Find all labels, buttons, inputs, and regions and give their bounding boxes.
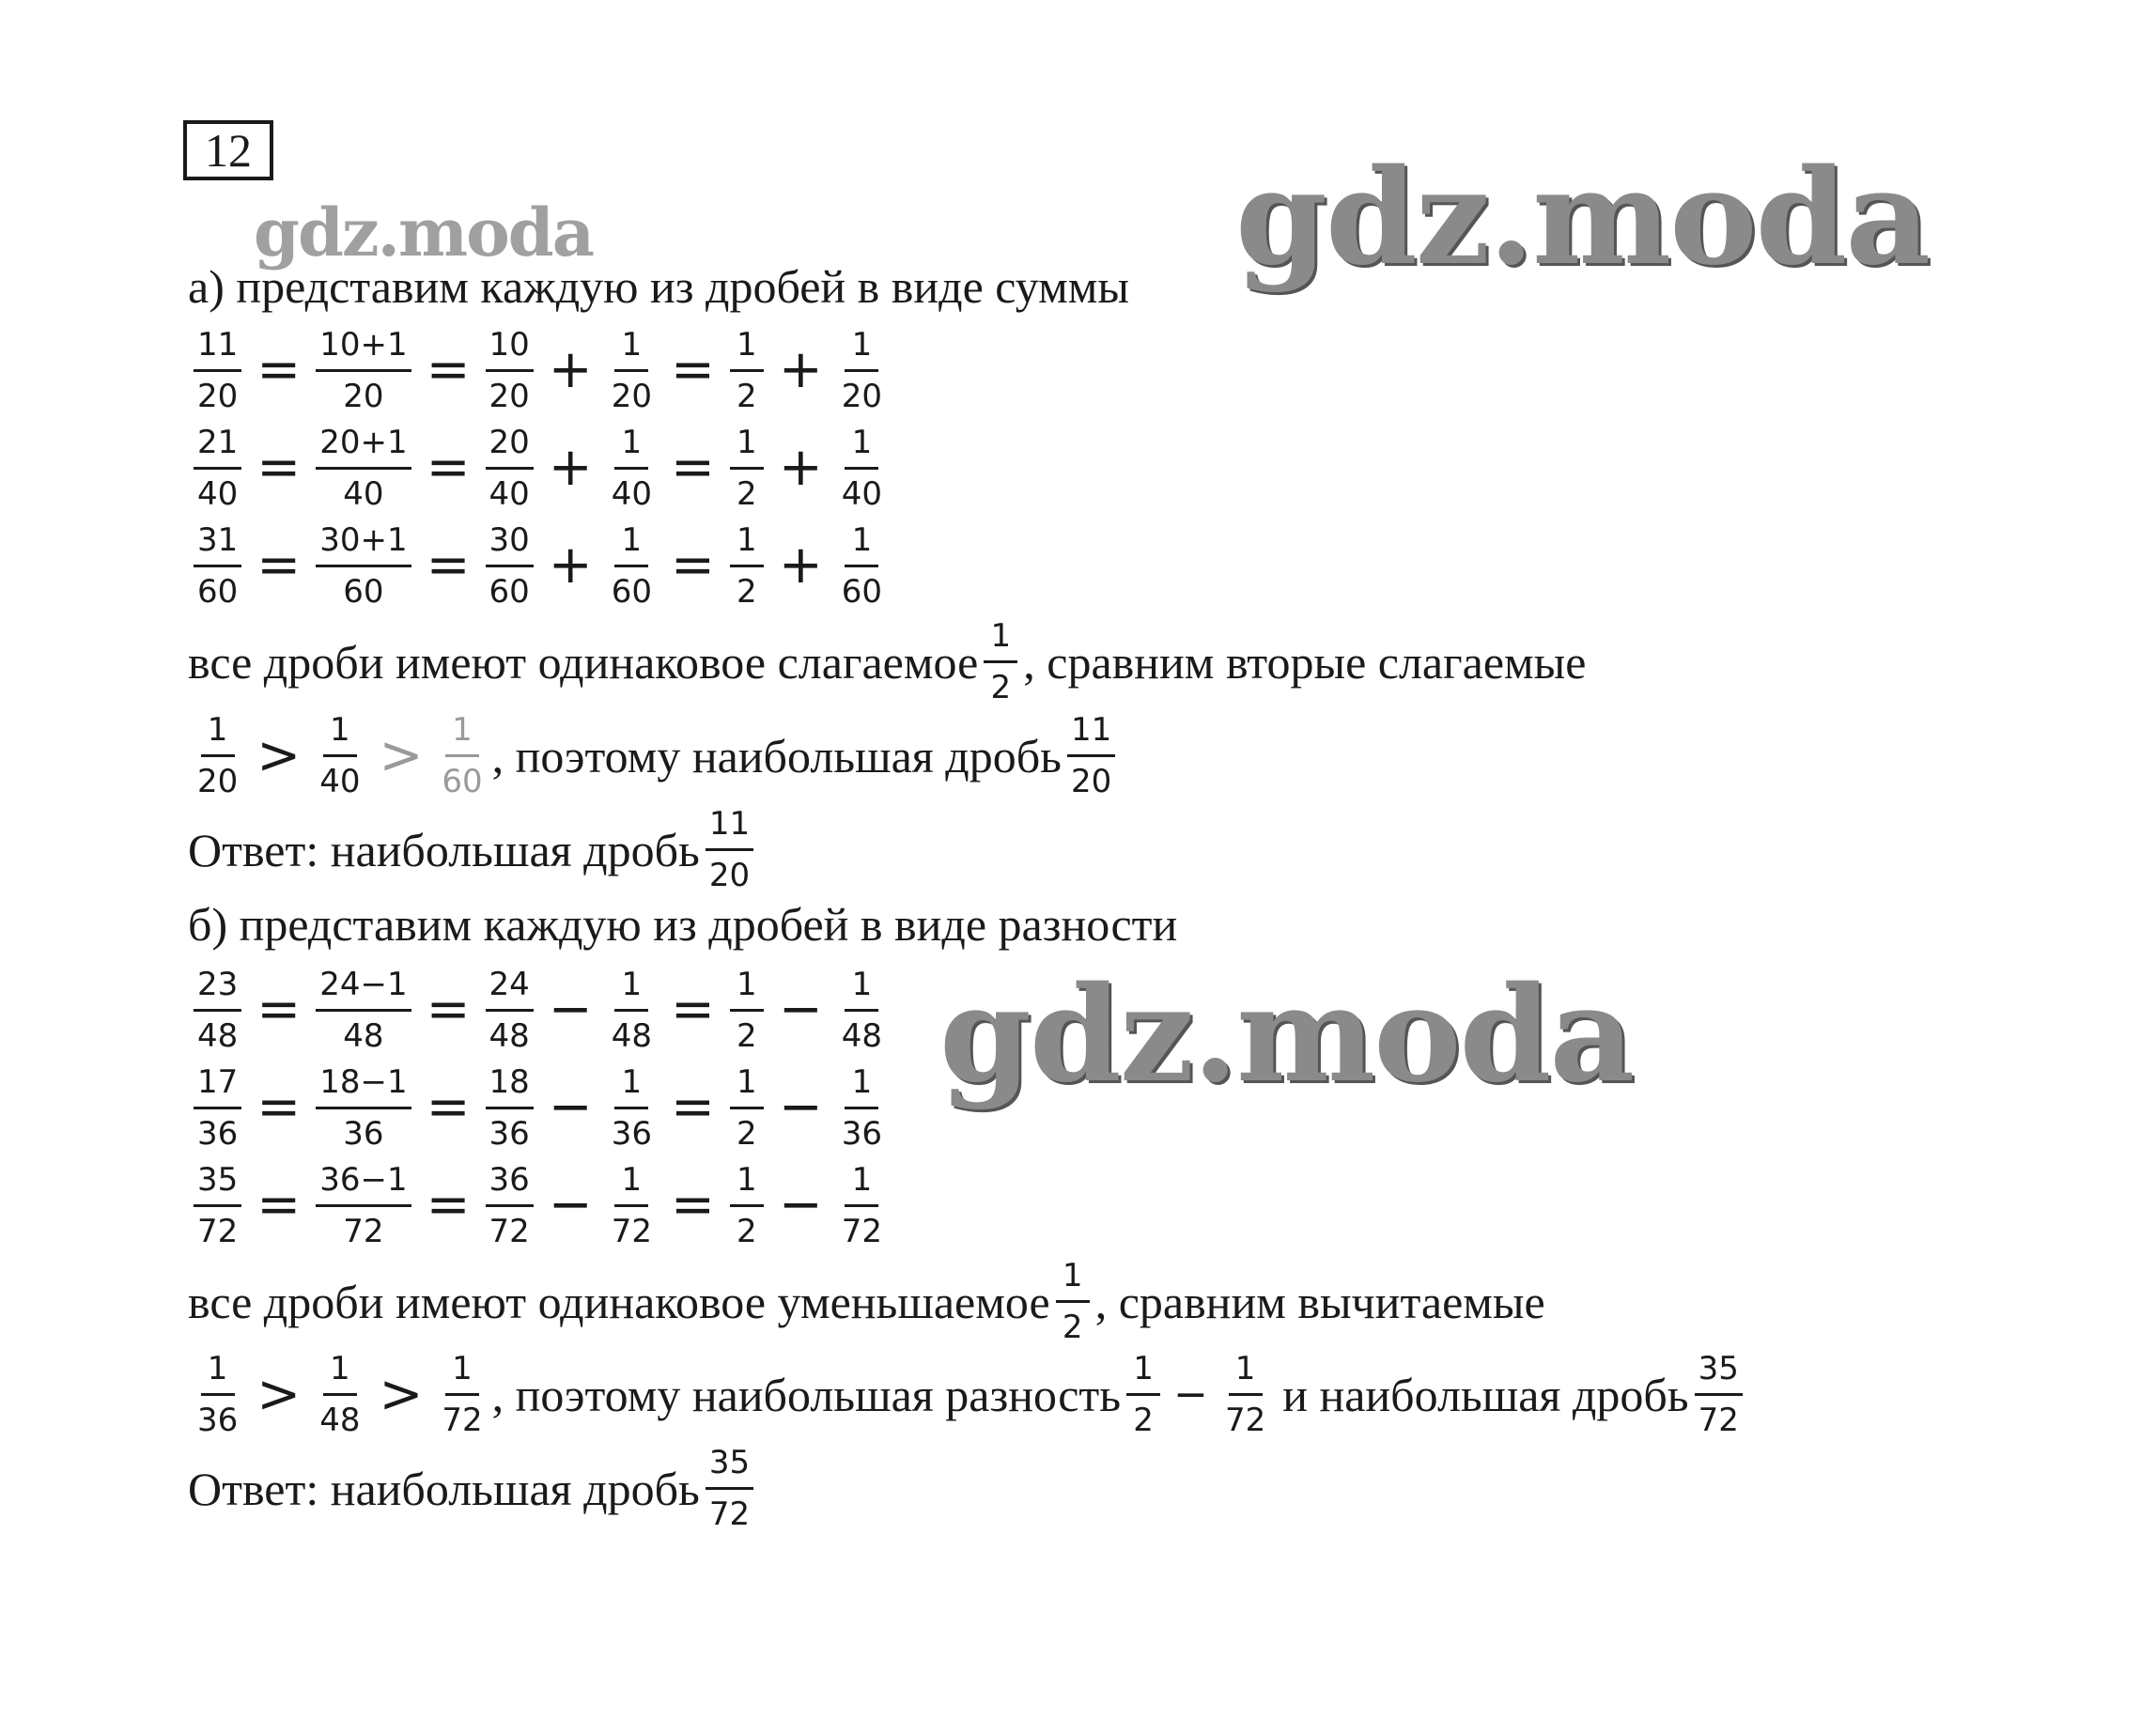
fraction: $\frac{1}{60}$ [442, 711, 483, 800]
fraction: $\frac{1}{60}$ [841, 520, 883, 611]
compare-text: , поэтому наибольшая дробь [491, 729, 1062, 783]
watermark: gdz.moda [939, 958, 1634, 1112]
part-a-answer [188, 803, 759, 896]
fraction: $\frac{35}{72}$ [1695, 1348, 1743, 1441]
fraction: $\frac{35}{72}$ [194, 1159, 241, 1252]
operator: = [256, 437, 302, 498]
note-text: все дроби имеют одинаковое уменьшаемое [188, 1275, 1050, 1328]
fraction: $\frac{1}{2}$ [730, 324, 764, 417]
fraction: $\frac{1}{20}$ [611, 325, 652, 415]
fraction: $\frac{23}{48}$ [194, 964, 241, 1057]
part-b-answer [188, 1442, 759, 1535]
fraction: $\frac{1}{2}$ [1126, 1348, 1160, 1441]
part-a-equation [188, 517, 892, 614]
answer-text: Ответ: наибольшая дробь [188, 823, 700, 876]
fraction: $\frac{1}{2}$ [730, 519, 764, 612]
operator: = [426, 1077, 471, 1138]
fraction: $\frac{20}{40}$ [486, 422, 534, 515]
fraction: $\frac{1}{20}$ [197, 711, 239, 800]
operator: = [426, 437, 471, 498]
fraction: $\frac{18-1}{36}$ [316, 1061, 411, 1154]
fraction: $\frac{1}{72}$ [841, 1160, 883, 1250]
part-b-equation [188, 1059, 892, 1156]
fraction: $\frac{1}{40}$ [319, 711, 361, 800]
part-b-equation [188, 961, 892, 1059]
part-a-compare: $\frac{1}{20}$ > $\frac{1}{40}$ > $\frac{1}{60}$ , поэтому наибольшая дробь $\frac{11}{20}$ [188, 709, 1121, 802]
operator: = [426, 339, 471, 400]
operator: = [256, 339, 302, 400]
fraction: $\frac{30+1}{60}$ [316, 519, 411, 612]
fraction: $\frac{1}{60}$ [611, 520, 652, 611]
fraction: $\frac{1}{2}$ [1056, 1255, 1090, 1348]
fraction: $\frac{1}{20}$ [841, 325, 883, 415]
fraction: $\frac{1}{2}$ [730, 422, 764, 515]
operator: = [670, 979, 715, 1040]
fraction: $\frac{31}{60}$ [194, 519, 241, 612]
operator: = [256, 1077, 302, 1138]
fraction: $\frac{1}{36}$ [611, 1062, 652, 1153]
fraction: $\frac{1}{2}$ [730, 964, 764, 1057]
operator: + [548, 339, 593, 400]
fraction: $\frac{10+1}{20}$ [316, 324, 411, 417]
watermark: gdz.moda [1235, 141, 1930, 295]
operator: − [548, 979, 593, 1040]
fraction: $\frac{24-1}{48}$ [316, 964, 411, 1057]
compare-text: , поэтому наибольшая разность [491, 1368, 1122, 1421]
note-text: , сравним вторые слагаемые [1023, 635, 1587, 689]
fraction: $\frac{1}{36}$ [197, 1350, 239, 1439]
operator: = [670, 339, 715, 400]
part-b-note [188, 1255, 1545, 1348]
fraction: $\frac{1}{40}$ [611, 423, 652, 513]
fraction: $\frac{1}{36}$ [841, 1062, 883, 1153]
compare-text: и наибольшая дробь [1282, 1368, 1689, 1421]
fraction: $\frac{11}{20}$ [194, 324, 241, 417]
fraction: $\frac{36-1}{72}$ [316, 1159, 411, 1252]
fraction: $\frac{1}{48}$ [611, 965, 652, 1055]
operator: − [548, 1174, 593, 1235]
fraction: $\frac{21}{40}$ [194, 422, 241, 515]
part-b-equation [188, 1156, 892, 1254]
operator: = [670, 1077, 715, 1138]
fraction: $\frac{30}{60}$ [486, 519, 534, 612]
fraction: $\frac{11}{20}$ [706, 803, 753, 896]
fraction: $\frac{10}{20}$ [486, 324, 534, 417]
part-b-compare: $\frac{1}{36}$ > $\frac{1}{48}$ > $\frac{1}{72}$ , поэтому наибольшая разность $\frac{1}{2}$ − $\frac{1}{72}$ и наибольшая дробь $\frac{35}{72}$ [188, 1348, 1748, 1441]
fraction: $\frac{1}{2}$ [984, 615, 1017, 708]
fraction: $\frac{1}{40}$ [841, 423, 883, 513]
task-number: 12 [183, 120, 273, 180]
fraction: $\frac{1}{72}$ [1224, 1350, 1266, 1439]
operator: + [548, 535, 593, 596]
fraction: $\frac{35}{72}$ [706, 1442, 753, 1535]
operator: = [670, 535, 715, 596]
fraction: $\frac{1}{72}$ [442, 1350, 483, 1439]
part-a-equation [188, 419, 892, 517]
fraction: $\frac{20+1}{40}$ [316, 422, 411, 515]
answer-text: Ответ: наибольшая дробь [188, 1462, 700, 1515]
operator: = [670, 1174, 715, 1235]
fraction: $\frac{1}{48}$ [841, 965, 883, 1055]
operator: + [778, 535, 823, 596]
part-a-note [188, 615, 1586, 708]
operator: − [778, 1077, 823, 1138]
operator: = [670, 437, 715, 498]
operator: = [426, 979, 471, 1040]
fraction: $\frac{24}{48}$ [486, 964, 534, 1057]
operator: + [548, 437, 593, 498]
operator: + [778, 339, 823, 400]
operator: = [256, 1174, 302, 1235]
fraction: $\frac{1}{48}$ [319, 1350, 361, 1439]
fraction: $\frac{36}{72}$ [486, 1159, 534, 1252]
part-a-intro: а) представим каждую из дробей в виде суммы [188, 260, 1130, 313]
watermark: gdz.moda [254, 194, 594, 271]
operator: − [778, 979, 823, 1040]
fraction: $\frac{11}{20}$ [1067, 709, 1115, 802]
operator: − [548, 1077, 593, 1138]
operator: + [778, 437, 823, 498]
fraction: $\frac{18}{36}$ [486, 1061, 534, 1154]
part-a-equation [188, 321, 892, 419]
operator: − [778, 1174, 823, 1235]
note-text: все дроби имеют одинаковое слагаемое [188, 635, 979, 689]
part-b-intro: б) представим каждую из дробей в виде разности [188, 898, 1178, 951]
operator: = [256, 535, 302, 596]
operator: = [256, 979, 302, 1040]
fraction: $\frac{1}{2}$ [730, 1061, 764, 1154]
operator: = [426, 535, 471, 596]
note-text: , сравним вычитаемые [1094, 1275, 1545, 1328]
fraction: $\frac{1}{72}$ [611, 1160, 652, 1250]
fraction: $\frac{17}{36}$ [194, 1061, 241, 1154]
operator: = [426, 1174, 471, 1235]
fraction: $\frac{1}{2}$ [730, 1159, 764, 1252]
